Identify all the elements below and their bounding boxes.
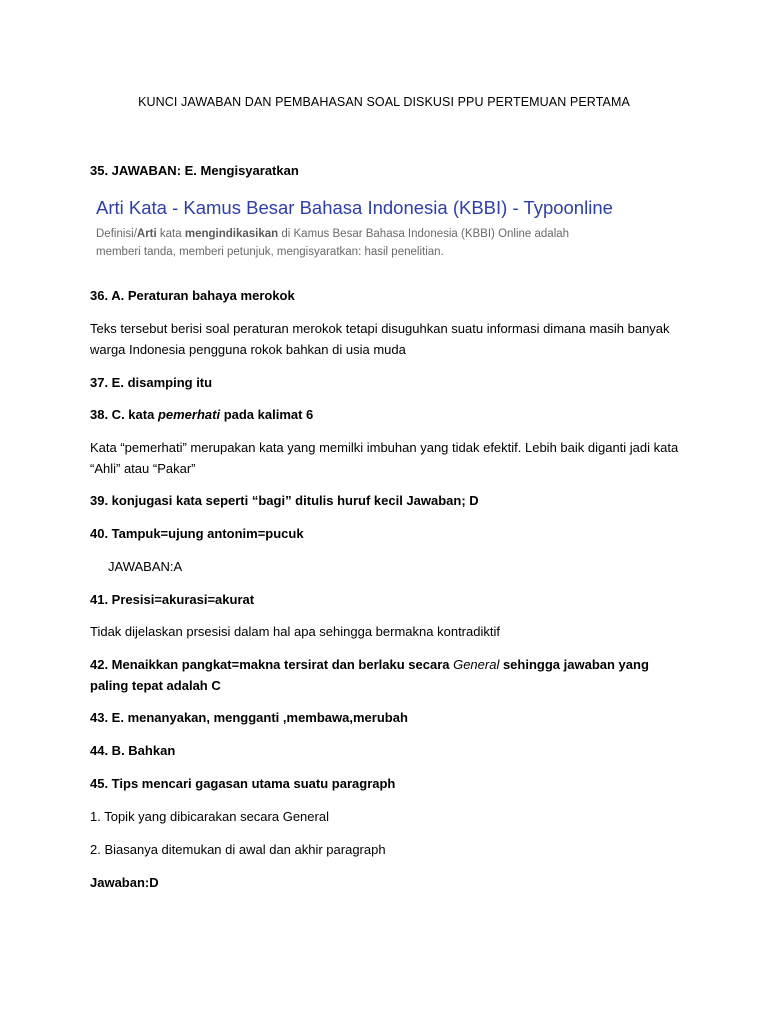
answer-42-part: 42. Menaikkan pangkat=makna tersirat dan berlaku secara [90,657,454,672]
answer-41: 41. Presisi=akurasi=akurat [90,592,255,607]
answer-40-result: JAWABAN:A [108,559,183,574]
tip-2: 2. Biasanya ditemukan di awal dan akhir paragraph [90,842,386,857]
tip-1: 1. Topik yang dibicarakan secara General [90,809,329,824]
answer-44: 44. B. Bahkan [90,743,176,758]
answer-39: 39. konjugasi kata seperti “bagi” ditulis huruf kecil Jawaban; D [90,493,479,508]
explanation-36: Teks tersebut berisi soal peraturan merokok tetapi disuguhkan suatu informasi dimana masih banyak warga Indonesia pengguna rokok bahkan di usia muda [90,321,670,357]
answer-43: 43. E. menanyakan, mengganti ,membawa,merubah [90,710,408,725]
answer-42-italic: General [453,657,500,672]
answer-36: 36. A. Peraturan bahaya merokok [90,288,295,303]
explanation-41: Tidak dijelaskan prsesisi dalam hal apa sehingga bermakna kontradiktif [90,624,500,639]
answer-45: 45. Tips mencari gagasan utama suatu paragraph [90,776,396,791]
snippet-desc-bold: Arti [136,228,157,240]
answer-37: 37. E. disamping itu [90,375,213,390]
snippet-title: Arti Kata - Kamus Besar Bahasa Indonesia (KBBI) - Typoonline [96,197,613,218]
snippet-description [96,225,656,261]
snippet-desc-part: di Kamus Besar Bahasa Indonesia (KBBI) Online adalah [278,228,570,240]
answer-38-part: pada kalimat 6 [220,407,314,422]
snippet-desc-part: Definisi/ [96,228,137,240]
snippet-desc-bold: mengindikasikan [184,228,279,240]
answer-38-italic: pemerhati [157,407,221,422]
answer-42-part: sehingga jawaban yang paling tepat adalah C [90,657,649,693]
document-title: KUNCI JAWABAN DAN PEMBAHASAN SOAL DISKUSI PPU PERTEMUAN PERTAMA [138,95,630,109]
snippet-desc-line2: memberi tanda, memberi petunjuk, mengisyaratkan: hasil penelitian. [96,246,444,258]
answer-42 [90,654,680,696]
answer-35: 35. JAWABAN: E. Mengisyaratkan [90,163,299,178]
answer-38 [90,407,313,422]
answer-40: 40. Tampuk=ujung antonim=pucuk [90,526,304,541]
final-answer: Jawaban:D [90,875,159,890]
snippet-desc-part: kata [156,228,185,240]
answer-38-part: 38. C. kata [90,407,158,422]
explanation-38: Kata “pemerhati” merupakan kata yang memilki imbuhan yang tidak efektif. Lebih baik diganti jadi kata “Ahli” atau “Pakar” [90,440,679,476]
search-result-snippet [96,197,656,261]
